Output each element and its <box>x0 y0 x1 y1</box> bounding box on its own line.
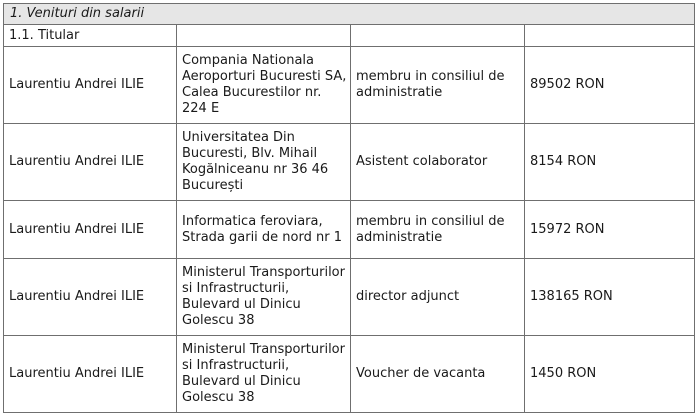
holder-name-cell: Laurentiu Andrei ILIE <box>4 336 177 413</box>
empty-cell <box>525 25 695 47</box>
institution-cell: Ministerul Transporturilor si Infrastructurii, Bulevard ul Dinicu Golescu 38 <box>177 259 351 336</box>
function-cell: Asistent colaborator <box>351 124 525 201</box>
amount-cell: 1450 RON <box>525 336 695 413</box>
income-table-container <box>3 3 694 413</box>
amount-cell: 8154 RON <box>525 124 695 201</box>
holder-name-cell: Laurentiu Andrei ILIE <box>4 124 177 201</box>
table-row <box>4 201 695 259</box>
function-cell: membru in consiliul de administratie <box>351 201 525 259</box>
table-row <box>4 124 695 201</box>
empty-cell <box>351 25 525 47</box>
section-header-row <box>4 4 695 25</box>
institution-cell: Ministerul Transporturilor si Infrastructurii, Bulevard ul Dinicu Golescu 38 <box>177 336 351 413</box>
function-cell: director adjunct <box>351 259 525 336</box>
amount-cell: 89502 RON <box>525 47 695 124</box>
salary-income-table <box>3 3 695 413</box>
function-cell: membru in consiliul de administratie <box>351 47 525 124</box>
holder-name-cell: Laurentiu Andrei ILIE <box>4 201 177 259</box>
table-row <box>4 47 695 124</box>
subsection-header-row <box>4 25 695 47</box>
empty-cell <box>177 25 351 47</box>
function-cell: Voucher de vacanta <box>351 336 525 413</box>
institution-cell: Universitatea Din Bucuresti, Blv. Mihail Kogălniceanu nr 36 46 București <box>177 124 351 201</box>
subsection-title: 1.1. Titular <box>4 25 177 47</box>
table-row <box>4 336 695 413</box>
holder-name-cell: Laurentiu Andrei ILIE <box>4 47 177 124</box>
section-title: 1. Venituri din salarii <box>4 4 695 25</box>
holder-name-cell: Laurentiu Andrei ILIE <box>4 259 177 336</box>
institution-cell: Compania Nationala Aeroporturi Bucuresti SA, Calea Bucurestilor nr. 224 E <box>177 47 351 124</box>
table-row <box>4 259 695 336</box>
institution-cell: Informatica feroviara, Strada garii de nord nr 1 <box>177 201 351 259</box>
amount-cell: 138165 RON <box>525 259 695 336</box>
amount-cell: 15972 RON <box>525 201 695 259</box>
